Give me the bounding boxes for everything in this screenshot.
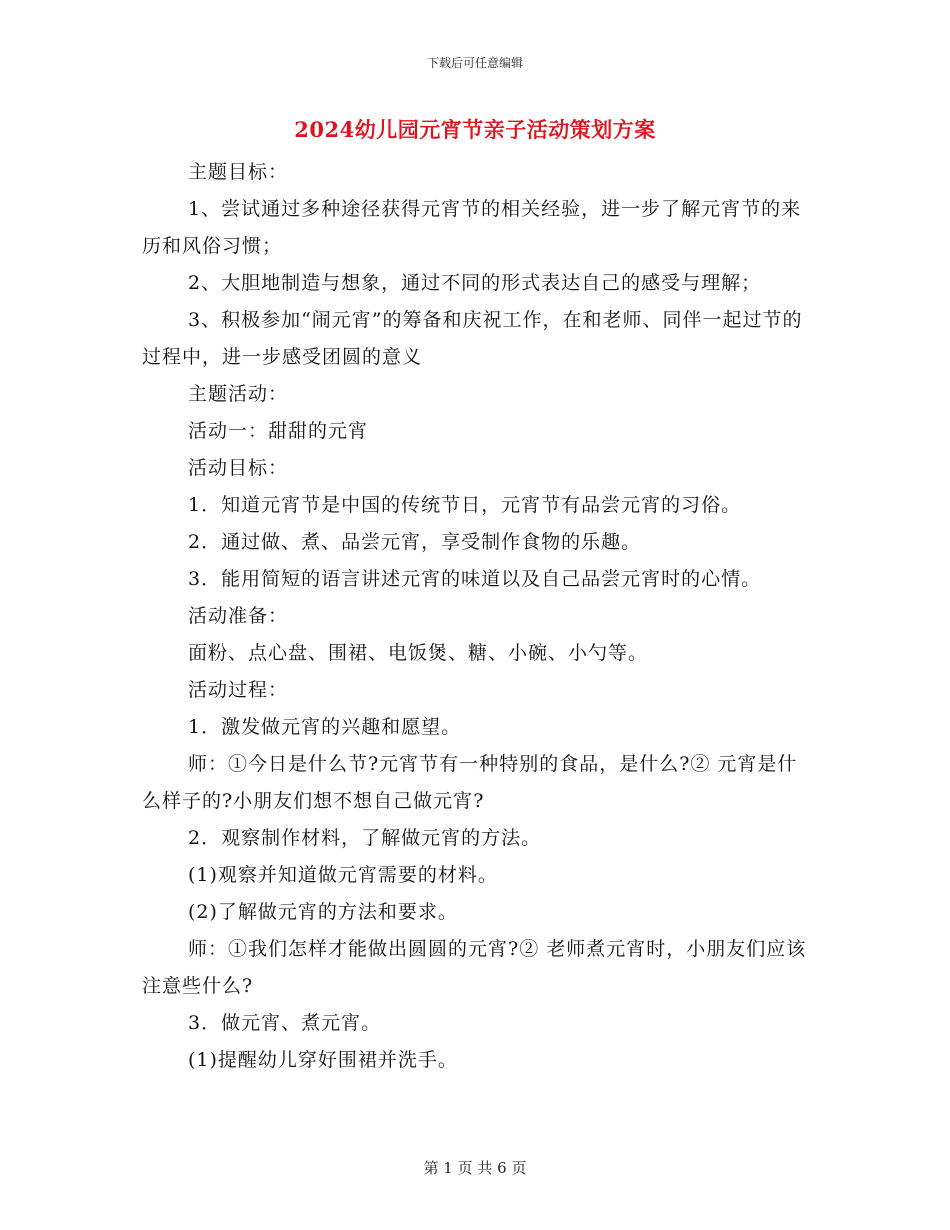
paragraph-step-2: 2．观察制作材料，了解做元宵的方法。 [188, 827, 542, 849]
paragraph-teacher-1: 师：①今日是什么节?元宵节有一种特别的食品，是什么?② 元宵是什么样子的?小朋友们想不想自己做元宵? [142, 753, 798, 812]
paragraph-activity-goal-2: 2．通过做、煮、品尝元宵，享受制作食物的乐趣。 [188, 531, 642, 553]
paragraph-step-3: 3．做元宵、煮元宵。 [188, 1012, 382, 1034]
paragraph-step-1: 1．激发做元宵的兴趣和愿望。 [188, 716, 462, 738]
paragraph-process: 活动过程： [188, 679, 289, 701]
paragraph-materials: 面粉、点心盘、围裙、电饭煲、糖、小碗、小勺等。 [188, 642, 649, 664]
paragraph-preparation: 活动准备： [188, 605, 289, 627]
document-body [142, 154, 812, 1079]
header-note: 下载后可任意编辑 [426, 56, 523, 70]
paragraph-step-3-1: (1)提醒幼儿穿好围裙并洗手。 [188, 1049, 458, 1071]
paragraph-activity-goal-3: 3．能用简短的语言讲述元宵的味道以及自己品尝元宵时的心情。 [188, 568, 762, 590]
paragraph-theme-activities: 主题活动： [188, 383, 289, 405]
paragraph-step-2-2: (2)了解做元宵的方法和要求。 [188, 901, 458, 923]
paragraph-activity-goal-1: 1．知道元宵节是中国的传统节日，元宵节有品尝元宵的习俗。 [188, 494, 742, 516]
paragraph-goal-3: 3、积极参加“闹元宵”的筹备和庆祝工作，在和老师、同伴一起过节的过程中，进一步感受团圆的意义 [142, 309, 803, 368]
paragraph-theme-goals: 主题目标： [188, 161, 289, 183]
paragraph-teacher-2: 师：①我们怎样才能做出圆圆的元宵?② 老师煮元宵时，小朋友们应该注意些什么? [142, 938, 807, 997]
paragraph-goal-1: 1、尝试通过多种途径获得元宵节的相关经验，进一步了解元宵节的来历和风俗习惯； [142, 198, 802, 257]
paragraph-goal-2: 2、大胆地制造与想象，通过不同的形式表达自己的感受与理解； [188, 272, 762, 294]
paragraph-activity-goals: 活动目标： [188, 457, 289, 479]
paragraph-activity-one: 活动一：甜甜的元宵 [188, 420, 369, 442]
paragraph-step-2-1: (1)观察并知道做元宵需要的材料。 [188, 864, 498, 886]
document-title: 2024幼儿园元宵节亲子活动策划方案 [294, 117, 656, 142]
page-number: 第 1 页 共 6 页 [423, 1159, 527, 1177]
